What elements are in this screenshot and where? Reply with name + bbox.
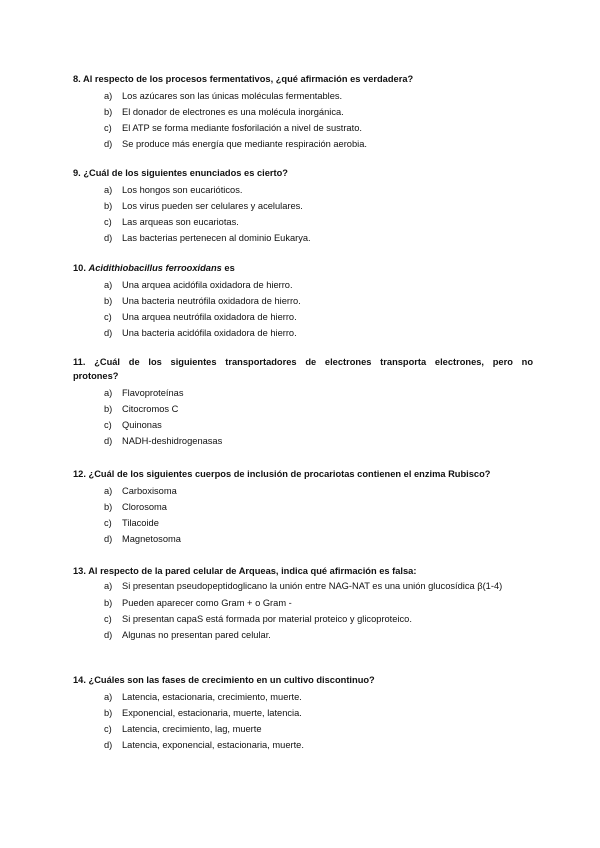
option-b: b) Clorosoma (104, 502, 167, 512)
question-title: 10. Acidithiobacillus ferrooxidans es (73, 263, 235, 273)
question-title: 9. ¿Cuál de los siguientes enunciados es cierto? (73, 168, 288, 178)
option-b: b) El donador de electrones es una molécula inorgánica. (104, 107, 344, 117)
option-c: c) Latencia, crecimiento, lag, muerte (104, 724, 262, 734)
question-14 (73, 673, 533, 753)
question-10 (73, 261, 533, 341)
question-title: 8. Al respecto de los procesos fermentativos, ¿qué afirmación es verdadera? (73, 74, 414, 84)
option-a: a) Los azúcares son las únicas moléculas fermentables. (104, 91, 343, 101)
option-d: d) Magnetosoma (104, 534, 181, 544)
question-11 (73, 355, 533, 449)
option-b: b) Una bacteria neutrófila oxidadora de hierro. (104, 296, 301, 306)
option-b: b) Citocromos C (104, 404, 179, 414)
question-13 (73, 564, 533, 643)
option-d: d) Una bacteria acidófila oxidadora de hierro. (104, 328, 297, 338)
option-a: a) Una arquea acidófila oxidadora de hierro. (104, 280, 293, 290)
option-c: c) Una arquea neutrófila oxidadora de hierro. (104, 312, 297, 322)
option-d: d) Se produce más energía que mediante respiración aerobia. (104, 139, 367, 149)
question-9 (73, 166, 533, 246)
option-d: d) Las bacterias pertenecen al dominio Eukarya. (104, 233, 311, 243)
question-title-continued: protones? (73, 371, 119, 381)
question-title: 12. ¿Cuál de los siguientes cuerpos de inclusión de procariotas contienen el enzima Rubisco? (73, 469, 491, 479)
option-a: a) Latencia, estacionaria, crecimiento, muerte. (104, 692, 302, 702)
option-d: d) Algunas no presentan pared celular. (104, 630, 271, 640)
option-d: d) NADH-deshidrogenasas (104, 436, 223, 446)
option-d: d) Latencia, exponencial, estacionaria, muerte. (104, 740, 304, 750)
option-b: b) Pueden aparecer como Gram + o Gram - (104, 598, 292, 608)
question-title: 13. Al respecto de la pared celular de Arqueas, indica qué afirmación es falsa: (73, 566, 417, 576)
question-title: 14. ¿Cuáles son las fases de crecimiento en un cultivo discontinuo? (73, 675, 375, 685)
option-c: c) Tilacoide (104, 518, 159, 528)
option-a: a) Los hongos son eucarióticos. (104, 185, 243, 195)
option-b: b) Exponencial, estacionaria, muerte, latencia. (104, 708, 302, 718)
species-name: Acidithiobacillus ferrooxidans (88, 263, 222, 273)
option-c: c) El ATP se forma mediante fosforilación a nivel de sustrato. (104, 123, 362, 133)
option-a: a) Carboxisoma (104, 486, 177, 496)
question-title: 11. ¿Cuál de los siguientes transportadores de electrones transporta electrones, pero no (73, 357, 534, 367)
option-a: a) Flavoproteínas (104, 388, 184, 398)
option-b: b) Los virus pueden ser celulares y acelulares. (104, 201, 303, 211)
question-12 (73, 467, 533, 547)
option-a: a) Si presentan pseudopeptidoglicano la unión entre NAG-NAT es una unión glucosídica β(1-4) (104, 581, 503, 591)
option-c: c) Si presentan capaS está formada por material proteico y glicoproteico. (104, 614, 412, 624)
option-c: c) Las arqueas son eucariotas. (104, 217, 239, 227)
question-8 (73, 72, 533, 152)
option-c: c) Quinonas (104, 420, 162, 430)
